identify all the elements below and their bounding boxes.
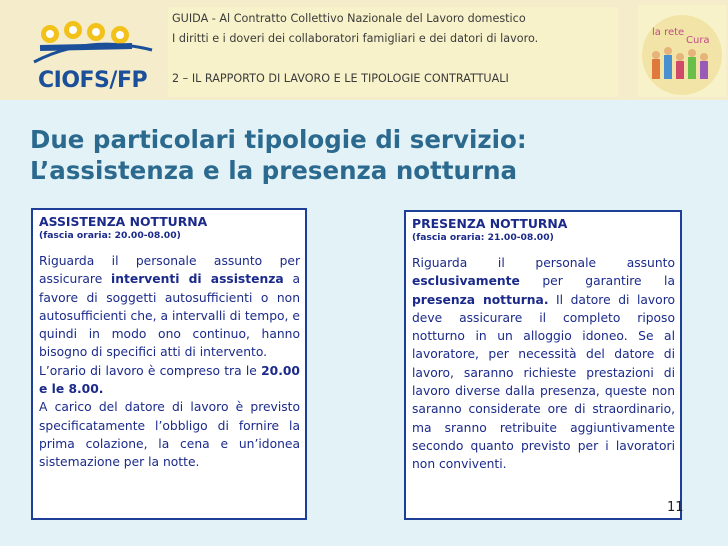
logo-text: CIOFS/FP bbox=[38, 68, 148, 93]
network-logo bbox=[638, 5, 726, 97]
header-band bbox=[0, 0, 728, 100]
ciofs-logo-mark bbox=[28, 10, 158, 70]
network-logo-text: la rete bbox=[652, 27, 685, 38]
network-logo-text-2: Cura bbox=[686, 35, 710, 46]
guide-box bbox=[168, 7, 618, 97]
panel-time-range: (fascia oraria: 20.00-08.00) bbox=[39, 230, 181, 241]
title-line-2: L’assistenza e la presenza notturna bbox=[30, 156, 518, 185]
panel-paragraph: Riguarda il personale assunto esclusivamente per garantire la presenza notturna. Il datore di lavoro deve assicurare il completo riposo notturno in un alloggio idoneo. Se al lavoratore, per necessità del datore di lavoro, saranno richieste prestazioni di lavoro diverse dalla presenza, queste non saranno considerate ore di straordinario, ma sranno retribuite aggiuntivamente secondo quanto previsto per i lavoratori non conviventi. bbox=[412, 256, 676, 472]
presenza-notturna-panel bbox=[404, 210, 682, 520]
page-title bbox=[30, 124, 527, 186]
assistenza-notturna-panel bbox=[31, 208, 307, 520]
panel-paragraph: L’orario di lavoro è compreso tra le 20.00 e le 8.00. bbox=[39, 363, 300, 397]
title-line-1: Due particolari tipologie di servizio: bbox=[30, 125, 527, 154]
panel-paragraph: A carico del datore di lavoro è previsto specificatamente l’obbligo di fornire la prima colazione, la cena e un’idonea sistemazione per la notte. bbox=[39, 400, 300, 470]
guide-subtitle: I diritti e i doveri dei collaboratori famigliari e dei datori di lavoro. bbox=[172, 32, 539, 45]
page-number: 11 bbox=[667, 500, 684, 515]
network-logo-art bbox=[638, 5, 726, 97]
panel-heading: ASSISTENZA NOTTURNA bbox=[39, 214, 208, 229]
panel-paragraph: Riguarda il personale assunto per assicurare interventi di assistenza a favore di soggetti autosufficienti o non autosufficienti che, a intervalli di tempo, e quindi in modo ono continuo, hanno bisogno di specifici atti di intervento. bbox=[39, 254, 300, 360]
panel-time-range: (fascia oraria: 21.00-08.00) bbox=[412, 232, 554, 243]
section-label: 2 – IL RAPPORTO DI LAVORO E LE TIPOLOGIE CONTRATTUALI bbox=[172, 72, 509, 85]
panel-heading: PRESENZA NOTTURNA bbox=[412, 216, 568, 231]
guide-title: GUIDA - Al Contratto Collettivo Nazionale del Lavoro domestico bbox=[172, 12, 526, 25]
ciofs-logo bbox=[28, 10, 158, 96]
